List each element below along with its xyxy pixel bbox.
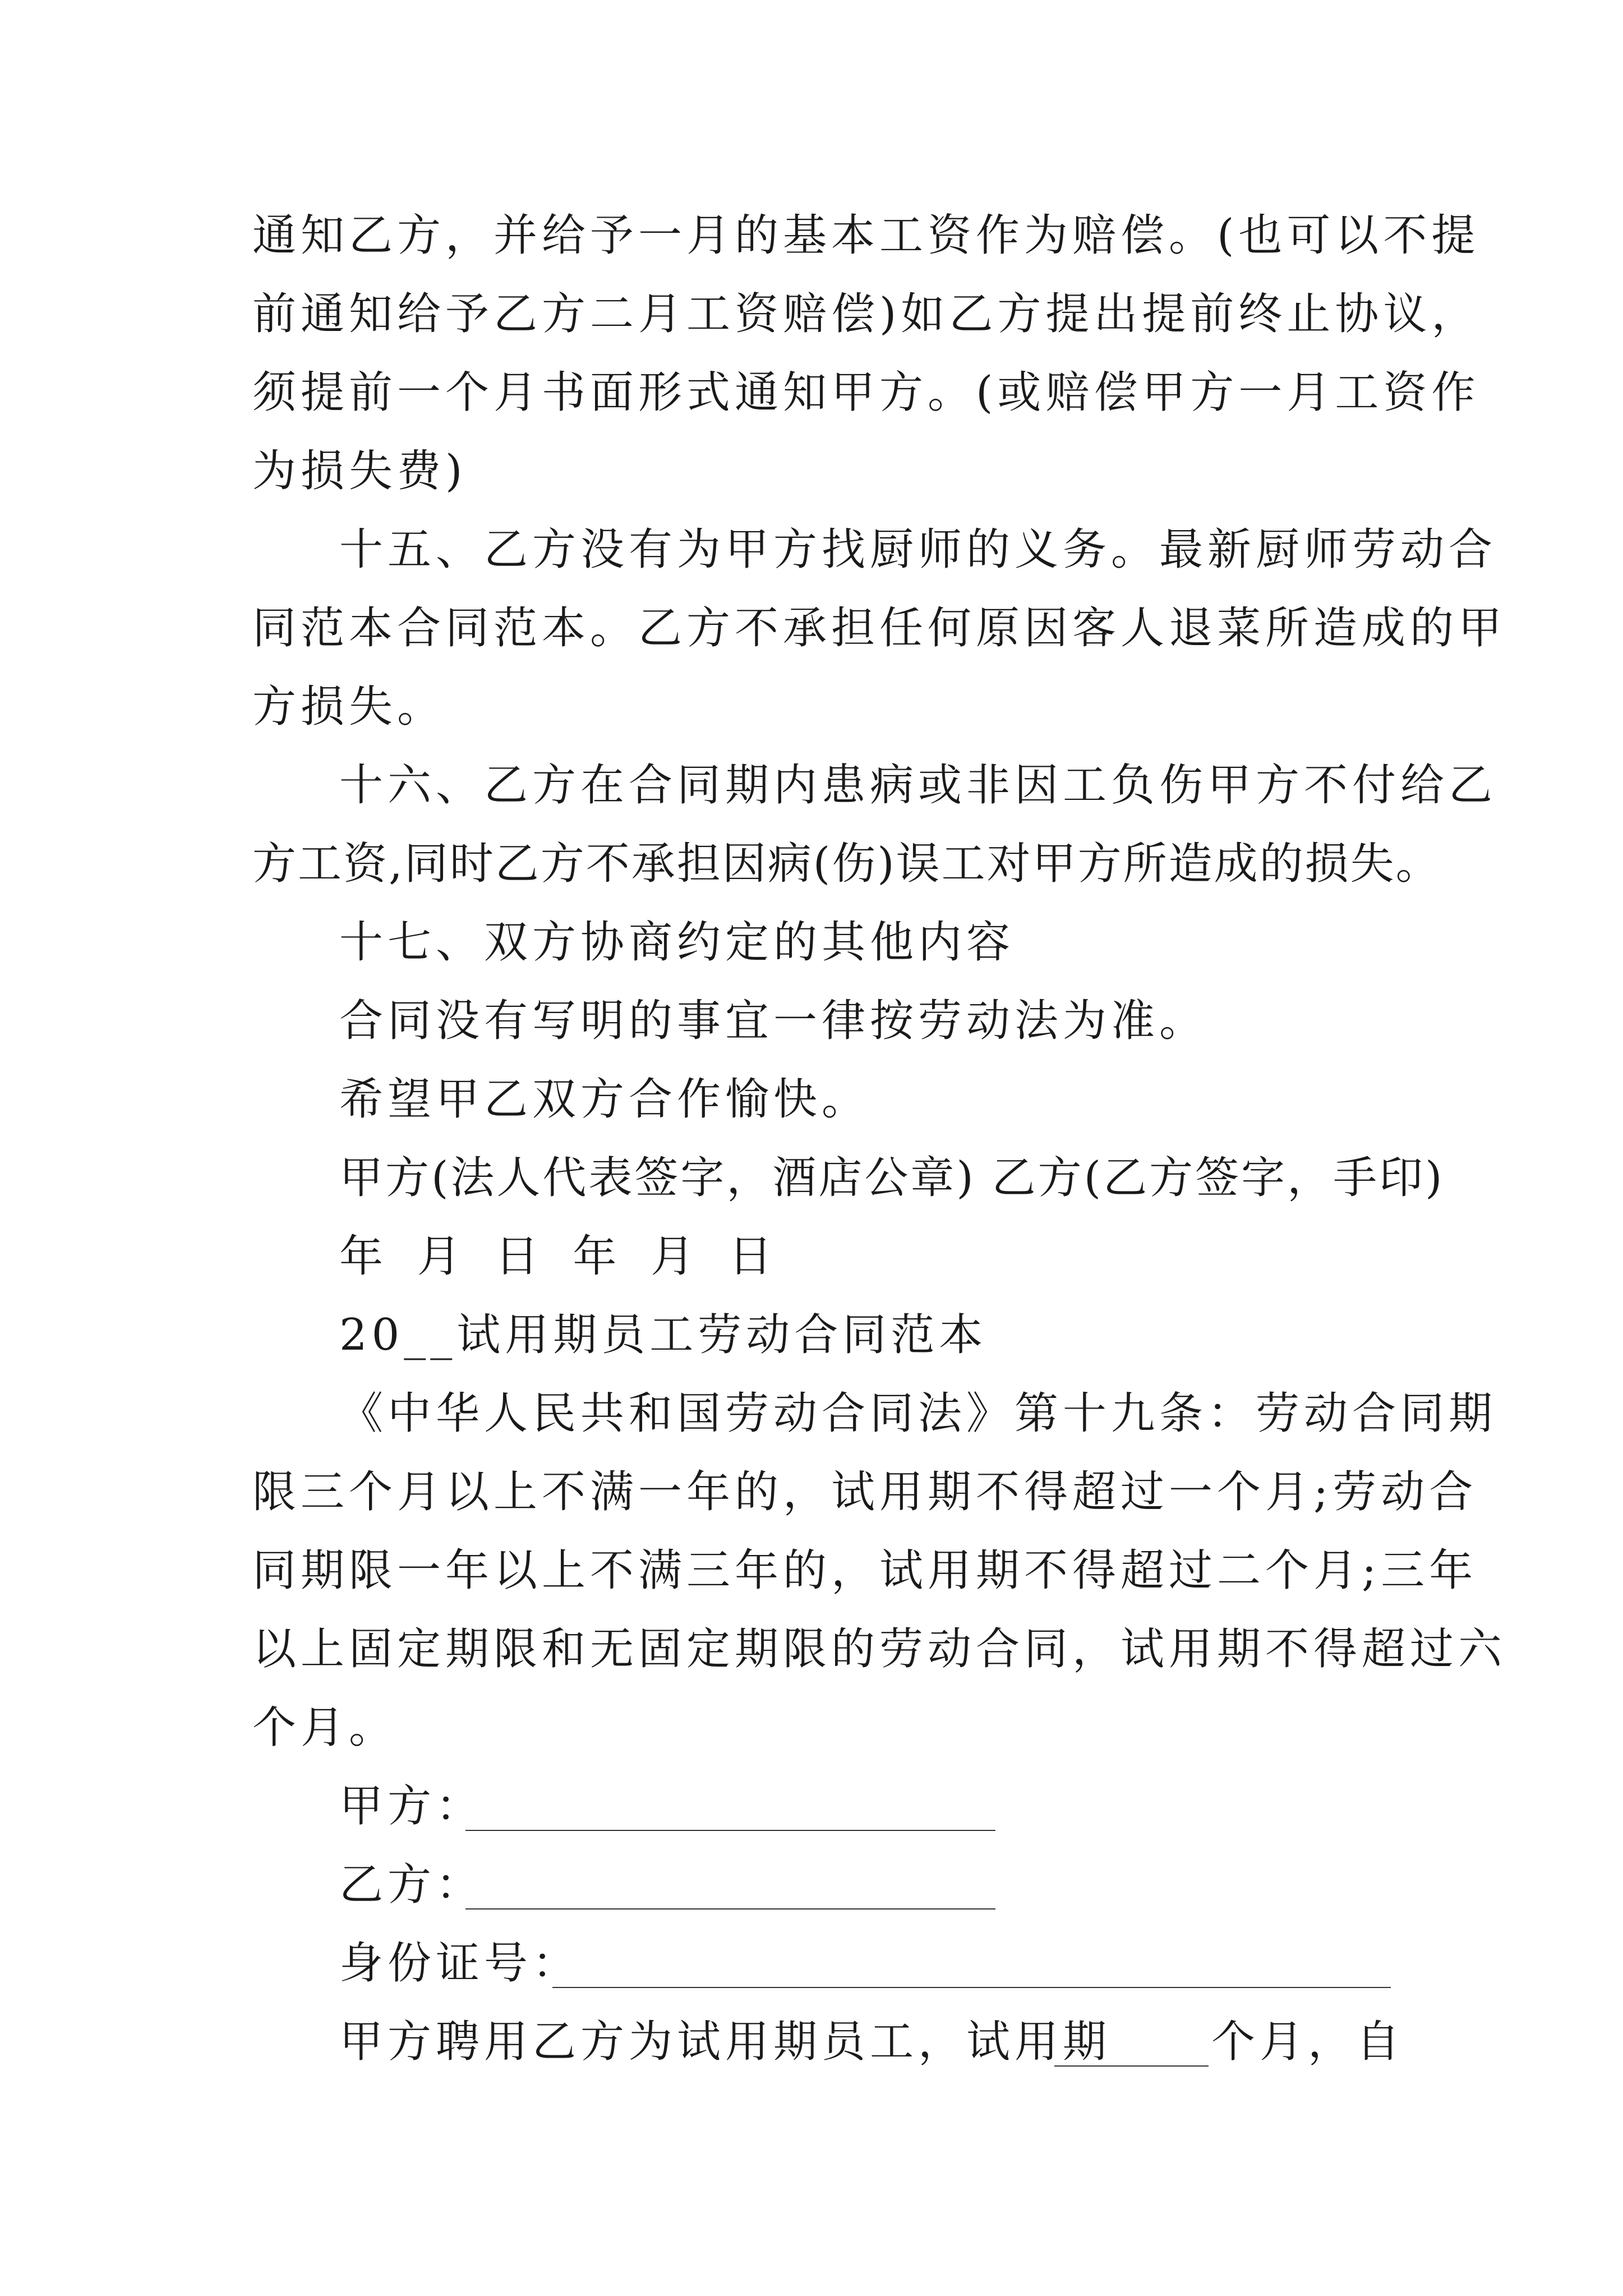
law-citation-line: 《中华人民共和国劳动合同法》第十九条：劳动合同期 — [339, 1388, 1497, 1439]
paragraph-line: 个月。 — [252, 1703, 398, 1753]
paragraph-line: 希望甲乙双方合作愉快。 — [339, 1074, 870, 1125]
paragraph-line: 合同没有写明的事宜一律按劳动法为准。 — [339, 996, 1208, 1046]
paragraph-line: 限三个月以上不满一年的，试用期不得超过一个月;劳动合 — [252, 1467, 1478, 1517]
party-b-blank — [465, 1908, 995, 1910]
paragraph-line: 同期限一年以上不满三年的，试用期不得超过二个月;三年 — [252, 1545, 1478, 1596]
paragraph-line: 前通知给予乙方二月工资赔偿)如乙方提出提前终止协议， — [252, 289, 1480, 339]
section-title: 20__试用期员工劳动合同范本 — [339, 1310, 988, 1360]
clause-16-heading-line: 十六、乙方在合同期内患病或非因工负伤甲方不付给乙 — [339, 760, 1497, 811]
party-a-label: 甲方： — [339, 1781, 485, 1832]
paragraph-line: 方工资,同时乙方不承担因病(伤)误工对甲方所造成的损失。 — [252, 839, 1441, 889]
paragraph-line: 须提前一个月书面形式通知甲方。(或赔偿甲方一月工资作 — [252, 367, 1480, 418]
paragraph-line: 为损失费) — [252, 446, 467, 496]
clause-15-heading-line: 十五、乙方没有为甲方找厨师的义务。最新厨师劳动合 — [339, 524, 1497, 575]
probation-text-start: 甲方聘用乙方为试用期员工，试用期 — [339, 2017, 1112, 2067]
paragraph-line: 以上固定期限和无固定期限的劳动合同，试用期不得超过六 — [252, 1624, 1507, 1674]
id-number-label: 身份证号： — [339, 1938, 581, 1989]
probation-text-end: 个月，自 — [1211, 2017, 1405, 2067]
paragraph-line: 通知乙方，并给予一月的基本工资作为赔偿。(也可以不提 — [252, 210, 1480, 261]
clause-17-heading-line: 十七、双方协商约定的其他内容 — [339, 917, 1015, 968]
paragraph-line: 方损失。 — [252, 682, 446, 732]
party-a-blank — [465, 1830, 995, 1831]
signature-parties-line: 甲方(法人代表签字，酒店公章) 乙方(乙方签字，手印) — [339, 1153, 1445, 1203]
party-b-label: 乙方： — [339, 1860, 485, 1910]
date-line: 年 月 日 年 月 日 — [339, 1231, 782, 1282]
paragraph-line: 同范本合同范本。乙方不承担任何原因客人退菜所造成的甲 — [252, 603, 1507, 654]
probation-months-blank — [1054, 2065, 1209, 2067]
id-number-blank — [552, 1987, 1391, 1988]
